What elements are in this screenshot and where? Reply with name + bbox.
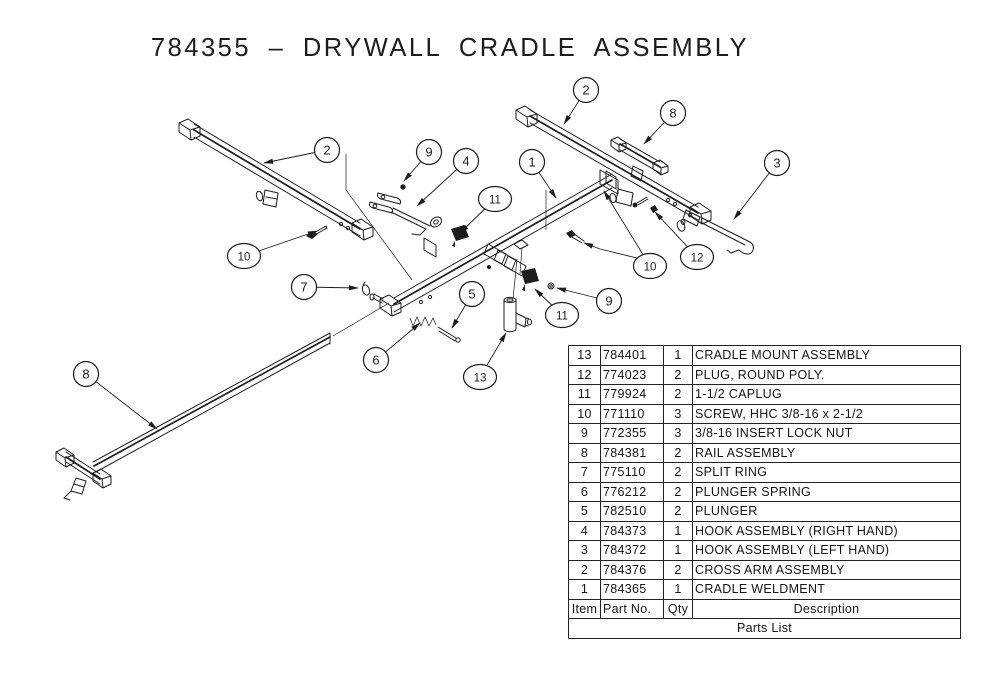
balloon-cross-arm-right	[574, 78, 599, 103]
projection-lines	[333, 154, 546, 336]
description-cell: SCREW, HHC 3/8-16 x 2-1/2	[693, 404, 961, 424]
parts-row	[569, 580, 961, 600]
parts-row	[569, 560, 961, 580]
clevis-hole	[381, 195, 385, 199]
parts-row	[569, 424, 961, 444]
bolt-hole	[428, 295, 431, 298]
bolt-hole	[666, 198, 669, 201]
parts-list-caption: Parts List	[569, 619, 961, 639]
fitting-end	[528, 319, 532, 325]
item-cell: 1	[569, 580, 601, 600]
qty-cell: 2	[664, 482, 693, 502]
item-cell: 11	[569, 385, 601, 405]
balloon-number: 4	[462, 153, 470, 169]
balloon-number: 2	[323, 142, 331, 158]
hook-eye	[429, 215, 444, 229]
balloon-number: 2	[582, 82, 590, 98]
balloon-cradle-mount	[464, 365, 497, 390]
item-cell: 13	[569, 346, 601, 366]
item-cell: 6	[569, 482, 601, 502]
hook-strap	[391, 208, 430, 229]
part-no-cell: 784365	[601, 580, 664, 600]
item-cell: 3	[569, 541, 601, 561]
description-cell: HOOK ASSEMBLY (RIGHT HAND)	[693, 521, 961, 541]
block-foot	[64, 478, 86, 500]
bolt-hole	[346, 226, 349, 229]
stub-end	[370, 294, 374, 300]
item-cell: 4	[569, 521, 601, 541]
description-cell: RAIL ASSEMBLY	[693, 443, 961, 463]
description-cell: 1-1/2 CAPLUG	[693, 385, 961, 405]
parts-footer-row	[569, 619, 961, 639]
parts-list-table	[568, 345, 961, 639]
item-cell: 10	[569, 404, 601, 424]
screw-head	[306, 231, 318, 239]
qty-cell: 1	[664, 346, 693, 366]
screw-head	[633, 203, 638, 208]
part-no-cell: 784381	[601, 443, 664, 463]
side-fitting	[516, 313, 529, 327]
parts-header-row	[569, 599, 961, 619]
leader	[584, 243, 641, 259]
part-no-cell: 782510	[601, 502, 664, 522]
plug-glyph	[650, 205, 658, 213]
hook-foot	[727, 250, 739, 253]
part-no-cell: 776212	[601, 482, 664, 502]
bolt-hole	[673, 202, 676, 205]
caplug-upper	[451, 225, 469, 247]
balloon-rail-top	[661, 101, 686, 126]
balloon-number: 3	[773, 155, 781, 171]
balloon-number: 1	[528, 154, 536, 170]
mid-bracket	[616, 189, 633, 206]
description-cell: CROSS ARM ASSEMBLY	[693, 560, 961, 580]
part-no-cell: 771110	[601, 404, 664, 424]
description-cell: HOOK ASSEMBLY (LEFT HAND)	[693, 541, 961, 561]
part-no-cell: 774023	[601, 365, 664, 385]
mount-bracket	[631, 166, 643, 181]
screw-center	[566, 230, 584, 243]
parts-row	[569, 541, 961, 561]
balloon-number: 8	[669, 105, 677, 121]
balloon-number: 9	[605, 293, 613, 309]
beam-stripe	[530, 116, 698, 213]
description-cell: CRADLE MOUNT ASSEMBLY	[693, 346, 961, 366]
plunger-tip	[456, 338, 460, 342]
balloon-poly-plug	[681, 245, 714, 270]
parts-row	[569, 482, 961, 502]
mount-cylinder	[504, 300, 516, 332]
balloon-cross-arm-left	[315, 138, 340, 163]
qty-cell: 2	[664, 463, 693, 483]
description-cell: 3/8-16 INSERT LOCK NUT	[693, 424, 961, 444]
part-no-cell: 784401	[601, 346, 664, 366]
part-no-cell: 784376	[601, 560, 664, 580]
balloon-plunger-spring	[364, 348, 389, 373]
caplug-lower	[521, 268, 539, 291]
part-no-header: Part No.	[601, 599, 664, 619]
qty-header: Qty	[664, 599, 693, 619]
balloon-cradle-weldment	[520, 150, 545, 175]
bolt-hole	[419, 300, 422, 303]
balloon-number: 7	[300, 279, 308, 295]
mid-bracket	[263, 190, 278, 207]
qty-cell: 1	[664, 541, 693, 561]
description-cell: SPLIT RING	[693, 463, 961, 483]
rail-assembly-bottom	[56, 333, 330, 500]
split-ring	[361, 282, 371, 296]
item-cell: 9	[569, 424, 601, 444]
block-stripe	[66, 457, 100, 479]
insert-lock-nut	[548, 283, 554, 289]
hook-foot	[412, 229, 426, 235]
balloon-hook-left	[765, 151, 790, 176]
balloon-split-ring	[292, 275, 317, 300]
balloon-plunger	[460, 282, 485, 307]
balloon-lock-nut-lower	[597, 289, 622, 314]
insert-lock-nut-bore	[550, 285, 553, 288]
spring-stub	[373, 294, 383, 303]
balloon-rail-bottom	[74, 362, 99, 387]
bracket-ring	[255, 191, 263, 202]
qty-cell: 2	[664, 365, 693, 385]
description-cell: PLUNGER SPRING	[693, 482, 961, 502]
description-header: Description	[693, 599, 961, 619]
rail-stripe	[94, 337, 330, 466]
bolt-hole	[339, 222, 342, 225]
parts-row	[569, 463, 961, 483]
parts-row	[569, 385, 961, 405]
cylinder-top	[504, 297, 516, 302]
explosion-trail-caplug	[520, 248, 522, 274]
parts-row	[569, 443, 961, 463]
part-no-cell: 779924	[601, 385, 664, 405]
cross-arm-left	[179, 119, 373, 240]
pin-hole	[487, 265, 491, 269]
description-cell: PLUG, ROUND POLY.	[693, 365, 961, 385]
balloon-lock-nut-upper	[417, 140, 442, 165]
balloon-caplug-upper	[479, 187, 512, 212]
balloon-number: 11	[556, 310, 568, 323]
balloon-number: 12	[690, 252, 704, 265]
balloon-screw-left	[228, 244, 261, 269]
qty-cell: 1	[664, 521, 693, 541]
balloon-number: 13	[473, 372, 487, 385]
item-header: Item	[569, 599, 601, 619]
item-cell: 5	[569, 502, 601, 522]
qty-cell: 3	[664, 404, 693, 424]
balloon-hook-right	[454, 149, 479, 174]
drawing-title: 784355 – DRYWALL CRADLE ASSEMBLY	[150, 34, 750, 62]
item-cell: 7	[569, 463, 601, 483]
balloon-number: 10	[643, 261, 657, 274]
hanger-plate	[424, 238, 436, 257]
balloon-caplug-lower	[546, 303, 579, 328]
cylinder-bore	[507, 299, 513, 302]
description-cell: CRADLE WELDMENT	[693, 580, 961, 600]
leader	[86, 374, 157, 429]
part-no-cell: 772355	[601, 424, 664, 444]
part-no-cell: 775110	[601, 463, 664, 483]
end-cap	[380, 295, 401, 316]
qty-cell: 3	[664, 424, 693, 444]
parts-row	[569, 346, 961, 366]
qty-cell: 2	[664, 560, 693, 580]
qty-cell: 1	[664, 580, 693, 600]
parts-row	[569, 521, 961, 541]
part-no-cell: 784372	[601, 541, 664, 561]
parts-row	[569, 404, 961, 424]
plunger	[438, 327, 460, 342]
balloon-number: 11	[489, 194, 501, 207]
top-tab	[514, 240, 528, 249]
balloon-number: 6	[372, 352, 380, 368]
parts-row	[569, 365, 961, 385]
qty-cell: 2	[664, 502, 693, 522]
screw-shank	[637, 197, 648, 205]
part-no-cell: 784373	[601, 521, 664, 541]
item-cell: 12	[569, 365, 601, 385]
item-cell: 8	[569, 443, 601, 463]
clevis-hole	[373, 204, 377, 208]
hook-eye-inner	[433, 219, 439, 225]
parts-row	[569, 502, 961, 522]
qty-cell: 2	[664, 443, 693, 463]
balloon-number: 5	[468, 286, 476, 302]
screw-left	[306, 226, 327, 239]
qty-cell: 2	[664, 385, 693, 405]
balloon-number: 9	[425, 144, 433, 160]
balloon-screw-right	[634, 254, 667, 279]
ring	[361, 284, 371, 296]
plunger-rod	[438, 327, 456, 341]
balloon-number: 8	[82, 366, 90, 382]
description-cell: PLUNGER	[693, 502, 961, 522]
insert-lock-nut	[400, 184, 405, 189]
balloon-number: 10	[237, 251, 251, 264]
plunger-spring	[410, 317, 436, 326]
item-cell: 2	[569, 560, 601, 580]
